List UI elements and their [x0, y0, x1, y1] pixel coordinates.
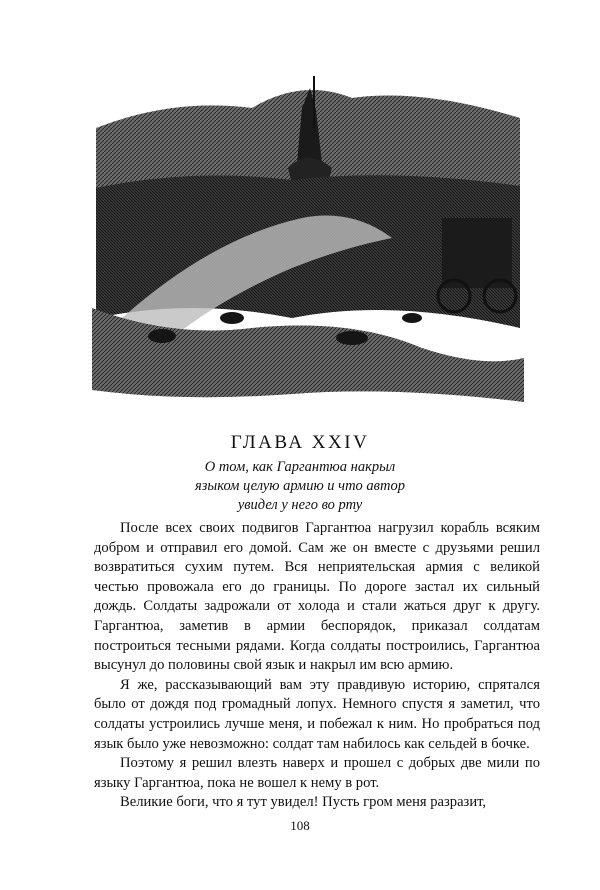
subtitle-line: увидел у него во рту: [237, 497, 363, 513]
paragraph: Великие боги, что я тут увидел! Пусть гром меня разразит,: [120, 794, 487, 811]
chapter-subtitle: [0, 458, 600, 515]
paragraph: Я же, рассказывающий вам эту правдивую историю, спрятался было от дождя под громадный лопух. Немного спустя я заметил, что солдаты устроились лучше меня, и побежал к ним. Но пробраться под язык было уже невозможно: солдат там набилось как сельдей в бочке.: [94, 676, 540, 752]
page-number: 108: [290, 818, 310, 833]
chapter-title: ГЛАВА XXIV: [230, 432, 370, 453]
subtitle-line: О том, как Гаргантюа накрыл: [204, 459, 396, 475]
body-text: [94, 519, 540, 813]
paragraph: Поэтому я решил влезть наверх и прошел с добрых две мили по языку Гаргантюа, пока не вошел к нему в рот.: [94, 755, 540, 791]
engraving-illustration: [92, 68, 524, 402]
subtitle-line: языком целую армию и что автор: [195, 478, 405, 494]
paragraph: После всех своих подвигов Гаргантюа нагрузил корабль всяким добром и отправил его домой. Сам же он вместе с друзьями решил возвратиться сухим путем. Вся неприятельская армия с великой честью провожала его до границы. По дороге застал их сильный дождь. Солдаты задрожали от холода и стали жаться друг к другу. Гаргантюа, заметив в армии беспорядок, приказал солдатам построиться тесными рядами. Когда солдаты построились, Гаргантюа высунул до половины свой язык и накрыл им всю армию.: [94, 520, 540, 674]
